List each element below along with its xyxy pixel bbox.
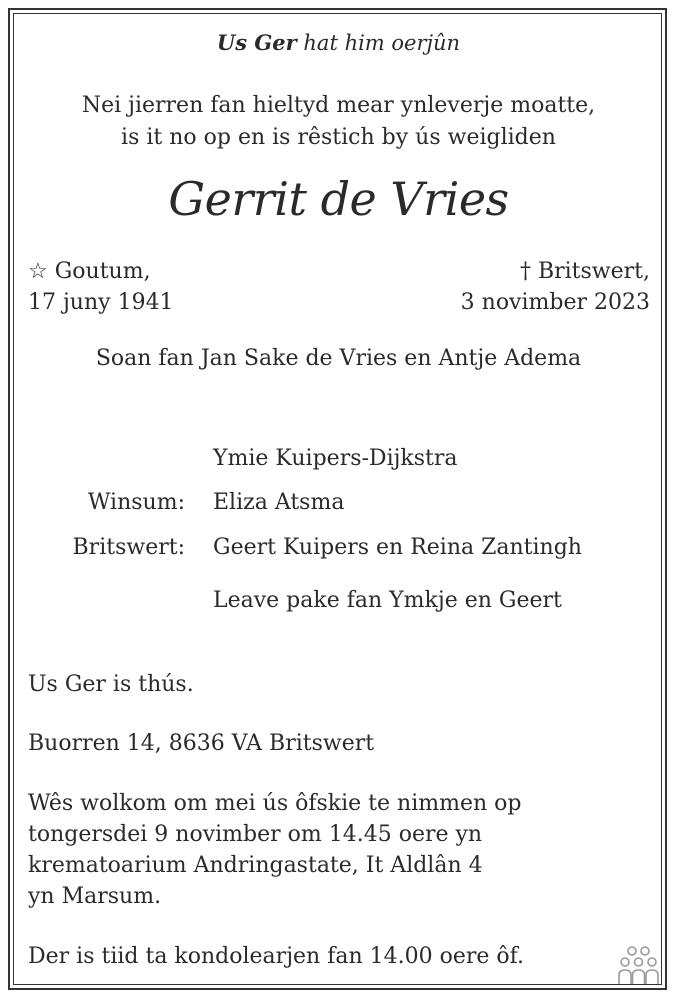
family-names-4: Leave pake fan Ymkje en Geert bbox=[213, 588, 562, 613]
funeral-line-3: krematoarium Andringastate, It Aldlân 4 bbox=[28, 853, 483, 878]
family-place-3: Britswert: bbox=[72, 535, 185, 560]
funeral-line-1: Wês wolkom om mei ús ôfskie te nimmen op bbox=[28, 791, 522, 816]
death-place: † Britswert, bbox=[519, 259, 650, 284]
parents-line: Soan fan Jan Sake de Vries en Antje Adema bbox=[95, 346, 582, 371]
condolence-notice: Der is tiid ta kondolearjen fan 14.00 oere ôf. bbox=[28, 944, 524, 969]
intro-name: Us Ger bbox=[216, 30, 297, 55]
funeral-line-2: tongersdei 9 novimber om 14.45 oere yn bbox=[28, 822, 483, 847]
poem-line-2: is it no op en is rêstich by ús weigliden bbox=[121, 125, 556, 150]
birth-place: ☆ Goutum, bbox=[28, 259, 151, 284]
intro-rest: hat him oerjûn bbox=[296, 31, 461, 55]
funeral-line-4: yn Marsum. bbox=[28, 884, 162, 909]
birth-block bbox=[28, 256, 174, 318]
deceased-name: Gerrit de Vries bbox=[168, 172, 509, 226]
death-block bbox=[461, 256, 650, 318]
poem-line-1: Nei jierren fan hieltyd mear ynleverje moatte, bbox=[81, 93, 596, 118]
birth-date: 17 juny 1941 bbox=[28, 290, 174, 315]
people-group-icon bbox=[617, 944, 665, 986]
intro-line bbox=[0, 30, 677, 55]
address-line: Buorren 14, 8636 VA Britswert bbox=[28, 731, 375, 756]
family-names-2: Eliza Atsma bbox=[213, 490, 345, 515]
home-notice: Us Ger is thús. bbox=[28, 672, 194, 697]
family-names-1: Ymie Kuipers-Dijkstra bbox=[213, 446, 458, 471]
family-place-2: Winsum: bbox=[87, 490, 185, 515]
funeral-notice bbox=[28, 788, 521, 912]
family-names-3: Geert Kuipers en Reina Zantingh bbox=[213, 535, 582, 560]
death-date: 3 novimber 2023 bbox=[460, 290, 650, 315]
